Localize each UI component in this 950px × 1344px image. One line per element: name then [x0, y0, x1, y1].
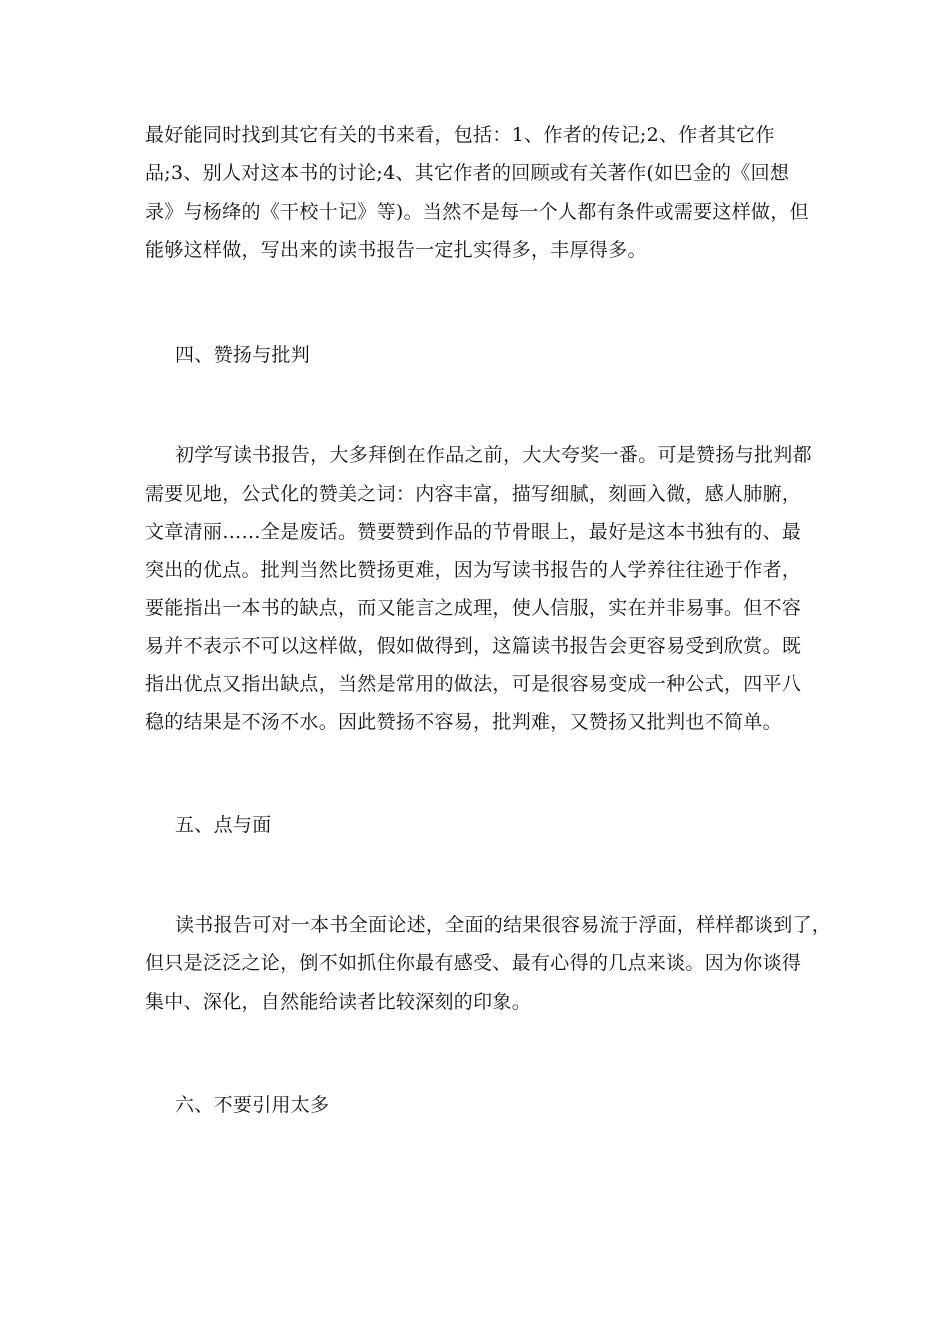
text-line: 指出优点又指出缺点，当然是常用的做法，可是很容易变成一种公式，四平八 [145, 673, 802, 695]
text-line: 要能指出一本书的缺点，而又能言之成理，使人信服，实在并非易事。但不容 [145, 597, 802, 619]
text-line: 易并不表示不可以这样做，假如做得到，这篇读书报告会更容易受到欣赏。既 [145, 635, 802, 657]
text-line: 稳的结果是不汤不水。因此赞扬不容易，批判难，又赞扬又批判也不简单。 [145, 711, 782, 733]
section-heading-5: 五、点与面 [175, 814, 272, 836]
text-line: 能够这样做，写出来的读书报告一定扎实得多，丰厚得多。 [145, 239, 647, 261]
text-line: 集中、深化，自然能给读者比较深刻的印象。 [145, 991, 532, 1013]
text-line: 需要见地，公式化的赞美之词：内容丰富，描写细腻，刻画入微，感人肺腑， [145, 483, 802, 505]
text-line: 录》与杨绛的《干校十记》等)。当然不是每一个人都有条件或需要这样做，但 [145, 201, 809, 223]
text-line: 突出的优点。批判当然比赞扬更难，因为写读书报告的人学养往往逊于作者， [145, 559, 802, 581]
text-line: 读书报告可对一本书全面论述，全面的结果很容易流于浮面，样样都谈到了， [175, 914, 832, 936]
text-line: 品;3、别人对这本书的讨论;4、其它作者的回顾或有关著作(如巴金的《回想 [145, 162, 790, 184]
section-heading-6: 六、不要引用太多 [175, 1094, 330, 1116]
text-line: 初学写读书报告，大多拜倒在作品之前，大大夸奖一番。可是赞扬与批判都 [175, 444, 812, 466]
text-line: 文章清丽……全是废话。赞要赞到作品的节骨眼上，最好是这本书独有的、最 [145, 521, 802, 543]
section-heading-4: 四、赞扬与批判 [175, 344, 311, 366]
text-line: 但只是泛泛之论，倒不如抓住你最有感受、最有心得的几点来谈。因为你谈得 [145, 952, 802, 974]
text-line: 最好能同时找到其它有关的书来看，包括：1、作者的传记;2、作者其它作 [145, 124, 775, 146]
